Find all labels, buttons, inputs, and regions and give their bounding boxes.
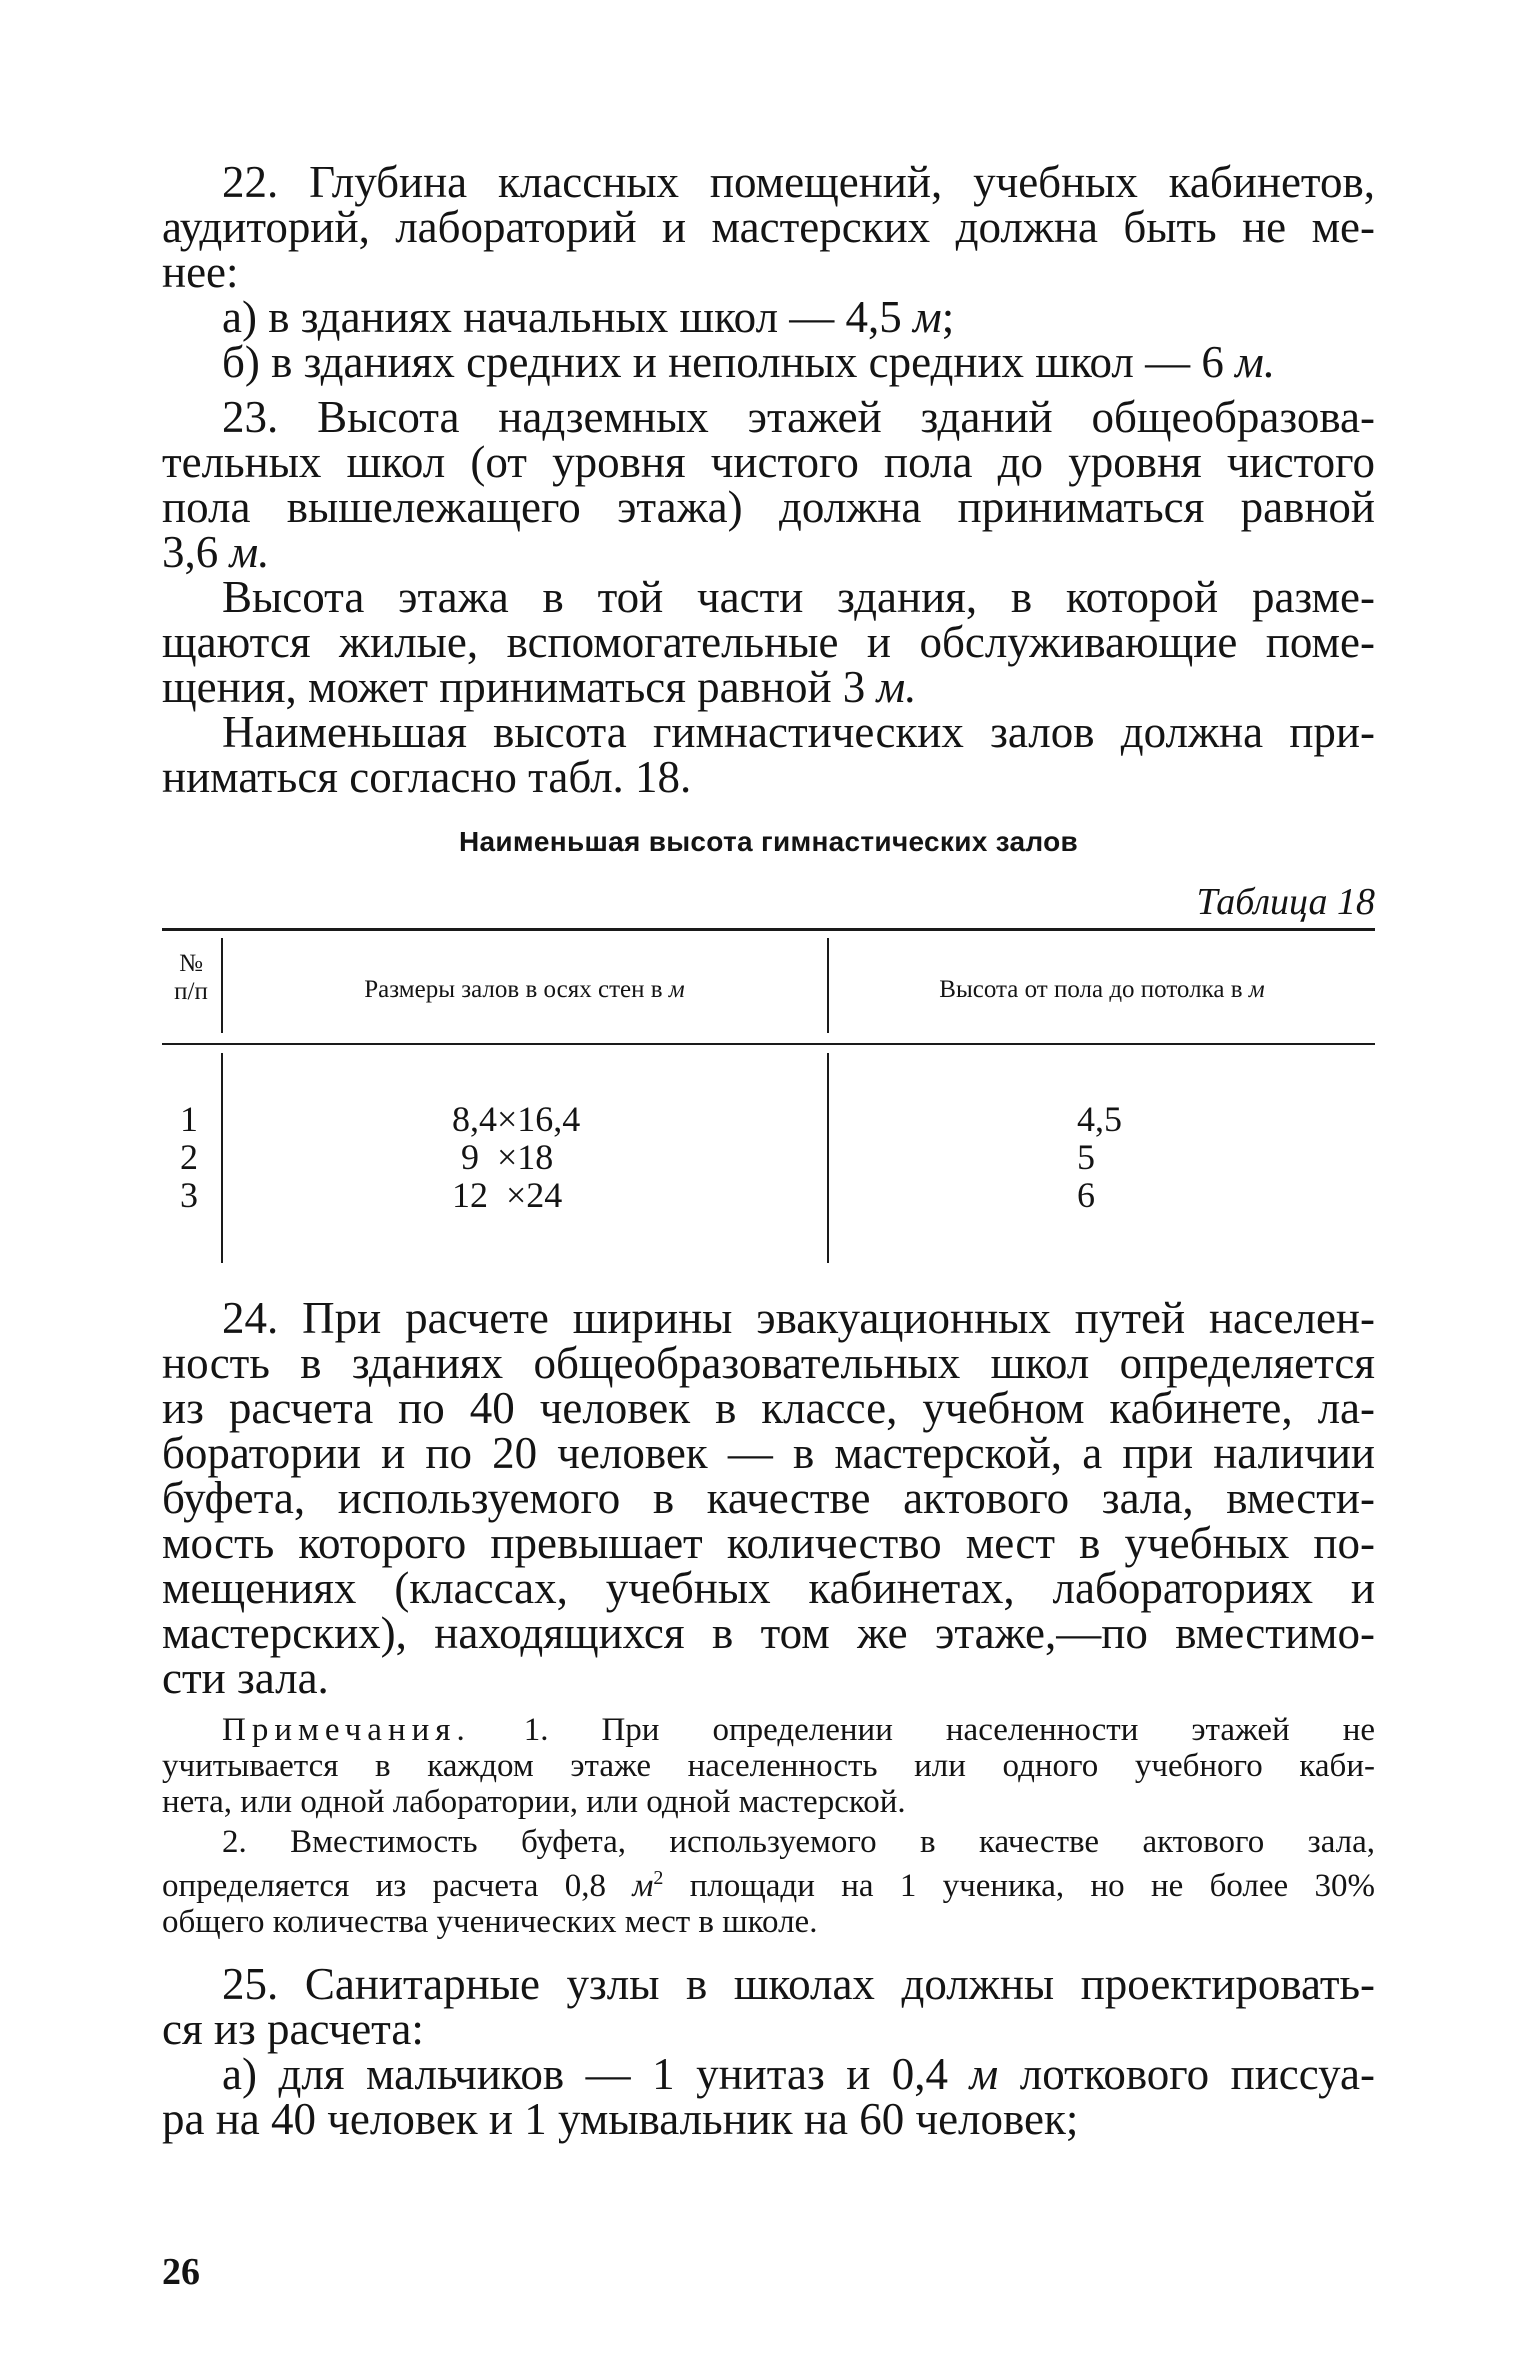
table-title: Наименьшая высота гимнастических залов (458, 826, 1079, 857)
note-line: нета, или одной лаборатории, или одной мастерской. (162, 1784, 906, 1820)
text-line: ся из расчета: (162, 2004, 424, 2054)
page-number: 26 (162, 2251, 200, 2293)
text-line: щения, может приниматься равной 3 м. (162, 662, 917, 712)
table-cell: 6 (1077, 1175, 1095, 1215)
text-line: щаются жилые, вспомогательные и обслуживающие поме- (162, 617, 1375, 667)
text-line: боратории и по 20 человек — в мастерской, а при наличии (162, 1428, 1375, 1478)
text-line: 24. При расчете ширины эвакуационных путей населен- (222, 1293, 1375, 1343)
paragraph-22 (162, 157, 1375, 387)
text-line: буфета, используемого в качестве актового зала, вмести- (162, 1473, 1375, 1523)
paragraph-23 (162, 392, 1375, 802)
text-line: ра на 40 человек и 1 умывальник на 60 человек; (162, 2094, 1079, 2144)
text-line: Высота этажа в той части здания, в которой разме- (222, 572, 1375, 622)
note-line: учитывается в каждом этаже населенность или одного учебного каби- (162, 1748, 1375, 1784)
text-line: ность в зданиях общеобразовательных школ определяется (162, 1338, 1375, 1388)
text-line: тельных школ (от уровня чистого пола до уровня чистого (162, 437, 1375, 487)
table-row: 2 (180, 1137, 198, 1177)
text-line: 22. Глубина классных помещений, учебных кабинетов, (222, 157, 1375, 207)
note-line: общего количества ученических мест в школе. (162, 1904, 818, 1940)
text-line: аудиторий, лабораторий и мастерских должна быть не ме- (162, 202, 1375, 252)
table-divider (221, 1053, 223, 1263)
table-cell: 8,4×16,4 (452, 1099, 581, 1139)
table-rule-header (162, 1043, 1375, 1045)
text-line: мость которого превышает количество мест в учебных по- (162, 1518, 1375, 1568)
table-divider (827, 1053, 829, 1263)
note-line: Примечания. 1. При определении населенности этажей не (222, 1712, 1375, 1748)
text-line: ниматься согласно табл. 18. (162, 752, 692, 802)
table-number: Таблица 18 (1196, 881, 1375, 923)
text-line: 23. Высота надземных этажей зданий общеобразова- (222, 392, 1375, 442)
text-line: а) для мальчиков — 1 унитаз и 0,4 м лоткового писсуа- (222, 2049, 1375, 2099)
text-line: 3,6 м. (162, 527, 270, 577)
column-header-size: Размеры залов в осях стен в м (364, 976, 685, 1003)
paragraph-25 (162, 1959, 1375, 2144)
table-row: 3 (180, 1175, 198, 1215)
table-cell: 4,5 (1077, 1099, 1122, 1139)
text-line: из расчета по 40 человек в классе, учебном кабинете, ла- (162, 1383, 1375, 1433)
note-line: определяется из расчета 0,8 $м^2$ площади на 1 ученика, но не более 30% (162, 1867, 1375, 1904)
text-line: мещениях (классах, учебных кабинетах, лабораториях и (162, 1563, 1375, 1613)
text-line: пола вышележащего этажа) должна приниматься равной (162, 482, 1375, 532)
column-header-number: № п/п (174, 950, 208, 1005)
text-line: нее: (162, 247, 239, 297)
table-cell: 12 ×24 (452, 1175, 563, 1215)
text-line: а) в зданиях начальных школ — 4,5 м; (222, 292, 955, 342)
column-header-height: Высота от пола до потолка в м (939, 976, 1265, 1003)
text-line: сти зала. (162, 1653, 329, 1703)
table-cell: 9 ×18 (452, 1137, 554, 1177)
table (162, 928, 1375, 1263)
table-rule-top (162, 928, 1375, 931)
table-cell: 5 (1077, 1137, 1095, 1177)
paragraph-24 (162, 1293, 1375, 1703)
note-line: 2. Вместимость буфета, используемого в качестве актового зала, (222, 1824, 1375, 1860)
text-line: мастерских), находящихся в том же этаже,—по вместимо- (162, 1608, 1375, 1658)
notes (162, 1712, 1375, 1940)
table-row: 1 (180, 1099, 198, 1139)
text-line: 25. Санитарные узлы в школах должны проектировать- (222, 1959, 1375, 2009)
text-line: б) в зданиях средних и неполных средних школ — 6 м. (222, 337, 1276, 387)
text-line: Наименьшая высота гимнастических залов должна при- (222, 707, 1375, 757)
